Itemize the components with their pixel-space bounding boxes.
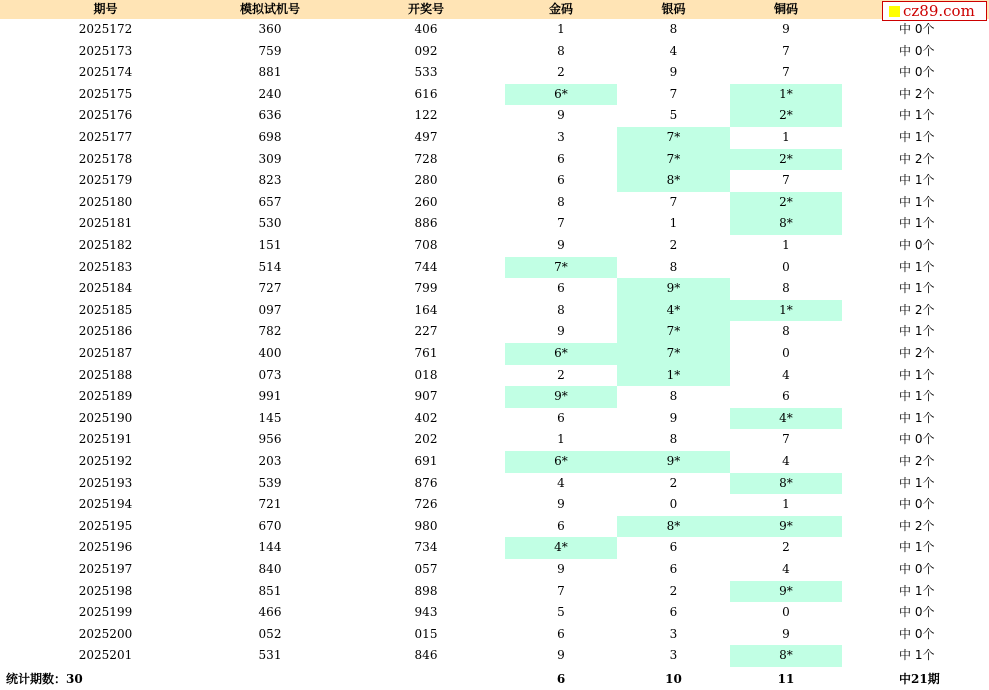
cell-draw: 886 [414, 216, 438, 231]
cell-sim: 823 [258, 173, 282, 188]
cell-draw: 406 [414, 22, 438, 36]
cell-gold: 1 [557, 22, 565, 36]
cell-copper: 1* [730, 300, 842, 322]
cell-silver: 0 [669, 497, 678, 512]
cell-sim: 782 [258, 324, 282, 339]
cell-sim: 097 [258, 302, 282, 317]
cell-period: 2025177 [78, 130, 133, 144]
cell-copper: 7 [782, 432, 790, 447]
cell-result: 中 0个 [899, 605, 935, 620]
cell-copper: 9* [730, 516, 842, 538]
cell-gold: 1 [557, 432, 565, 447]
cell-gold: 6 [557, 626, 565, 641]
cell-silver: 8 [669, 389, 678, 404]
header-copper: 铜码 [773, 2, 798, 16]
cell-gold: 6 [557, 151, 565, 166]
cell-copper: 7 [782, 65, 790, 80]
cell-result: 中 0个 [899, 65, 935, 80]
table-row [0, 213, 989, 235]
table-row [0, 559, 989, 581]
cell-result: 中 1个 [899, 324, 935, 339]
cell-gold: 6 [557, 518, 565, 533]
cell-sim: 203 [258, 454, 282, 468]
cell-silver: 7* [617, 321, 730, 343]
cell-period: 2025201 [78, 648, 133, 663]
cell-draw: 726 [414, 497, 438, 512]
cell-gold: 9 [557, 497, 565, 512]
cell-silver: 8 [669, 259, 678, 274]
cell-period: 2025198 [78, 583, 133, 598]
cell-period: 2025194 [78, 497, 133, 512]
cell-period: 2025184 [78, 281, 133, 296]
header-gold: 金码 [548, 2, 573, 16]
cell-gold: 9* [505, 386, 617, 408]
cell-gold: 8 [557, 302, 565, 317]
cell-period: 2025173 [78, 43, 133, 58]
table-row [0, 537, 989, 559]
cell-period: 2025174 [78, 65, 133, 80]
cell-result: 中 1个 [899, 173, 935, 188]
cell-period: 2025189 [78, 389, 133, 404]
cell-result: 中 0个 [899, 562, 935, 576]
cell-gold: 8 [557, 194, 565, 209]
cell-silver: 7* [617, 127, 730, 149]
cell-sim: 657 [258, 194, 282, 209]
cell-sim: 851 [258, 583, 282, 598]
cell-result: 中 0个 [899, 432, 935, 447]
cell-result: 中 1个 [899, 583, 935, 598]
cell-result: 中 0个 [899, 238, 935, 252]
table-row [0, 581, 989, 603]
cell-gold: 4 [557, 475, 565, 490]
table-row [0, 516, 989, 538]
table-row [0, 41, 989, 63]
cell-result: 中 1个 [899, 194, 935, 209]
table-row [0, 408, 989, 430]
cell-gold: 2 [557, 367, 565, 382]
footer-hit-periods: 中21期 [899, 672, 940, 686]
cell-sim: 840 [258, 562, 282, 576]
cell-silver: 5 [669, 108, 678, 123]
cell-result: 中 2个 [899, 518, 935, 533]
cell-copper: 9 [782, 626, 790, 641]
cell-silver: 8 [669, 432, 678, 447]
footer-gold-total: 6 [556, 672, 566, 686]
cell-period: 2025187 [78, 346, 133, 360]
cell-sim: 956 [258, 432, 282, 447]
cell-gold: 9 [557, 648, 565, 663]
cell-period: 2025179 [78, 173, 133, 188]
cell-draw: 533 [414, 65, 438, 80]
cell-result: 中 1个 [899, 648, 935, 663]
cell-gold: 6 [557, 410, 565, 425]
cell-copper: 2* [730, 105, 842, 127]
cell-period: 2025185 [78, 302, 133, 317]
cell-sim: 052 [258, 626, 282, 641]
table-row [0, 62, 989, 84]
cell-gold: 6 [557, 281, 565, 296]
cell-draw: 092 [414, 43, 438, 58]
cell-gold: 9 [557, 562, 565, 576]
cell-silver: 8* [617, 170, 730, 192]
cell-silver: 4* [617, 300, 730, 322]
table-row [0, 105, 989, 127]
table-row [0, 429, 989, 451]
cell-copper: 1 [782, 130, 790, 144]
cell-period: 2025190 [78, 410, 133, 425]
cell-draw: 907 [414, 389, 438, 404]
cell-draw: 876 [414, 475, 438, 490]
cell-gold: 5 [557, 605, 565, 620]
cell-result: 中 1个 [899, 130, 935, 144]
cell-result: 中 1个 [899, 410, 935, 425]
cell-draw: 164 [414, 302, 438, 317]
cell-sim: 759 [258, 43, 282, 58]
cell-sim: 636 [258, 108, 282, 123]
cell-sim: 881 [258, 65, 282, 80]
table-row [0, 343, 989, 365]
cell-gold: 2 [557, 65, 565, 80]
cell-draw: 728 [414, 151, 438, 166]
cell-copper: 2 [782, 540, 790, 555]
cell-result: 中 1个 [899, 108, 935, 123]
cell-period: 2025180 [78, 194, 133, 209]
cell-sim: 145 [258, 410, 282, 425]
cell-draw: 744 [414, 259, 438, 274]
cell-period: 2025197 [78, 562, 133, 576]
cell-period: 2025195 [78, 518, 133, 533]
cell-period: 2025196 [78, 540, 133, 555]
cell-result: 中 1个 [899, 259, 935, 274]
cell-silver: 3 [669, 648, 678, 663]
cell-period: 2025188 [78, 367, 133, 382]
cell-sim: 360 [258, 22, 282, 36]
table-row [0, 624, 989, 646]
cell-gold: 9 [557, 238, 565, 252]
cell-copper: 7 [782, 43, 790, 58]
cell-silver: 7 [669, 194, 678, 209]
cell-sim: 309 [258, 151, 282, 166]
cell-silver: 1* [617, 365, 730, 387]
table-row [0, 149, 989, 171]
site-logo[interactable] [882, 1, 987, 21]
cell-gold: 6* [505, 451, 617, 473]
table-row [0, 386, 989, 408]
cell-draw: 227 [414, 324, 438, 339]
cell-gold: 7* [505, 257, 617, 279]
cell-copper: 1 [782, 238, 790, 252]
cell-result: 中 0个 [899, 626, 935, 641]
cell-silver: 6 [669, 562, 678, 576]
footer-count: 统计期数：30 [6, 672, 83, 686]
table-row [0, 645, 989, 667]
cell-result: 中 2个 [899, 346, 935, 360]
cell-draw: 799 [414, 281, 438, 296]
cell-period: 2025175 [78, 86, 133, 101]
cell-sim: 991 [258, 389, 282, 404]
cell-result: 中 0个 [899, 497, 935, 512]
cell-copper: 8* [730, 645, 842, 667]
cell-sim: 530 [258, 216, 282, 231]
cell-silver: 7 [669, 86, 678, 101]
cell-sim: 073 [258, 367, 282, 382]
cell-sim: 721 [258, 497, 282, 512]
cell-copper: 2* [730, 192, 842, 214]
cell-silver: 2 [669, 238, 678, 252]
table-row [0, 494, 989, 516]
cell-copper: 8* [730, 213, 842, 235]
table-row [0, 602, 989, 624]
cell-copper: 4 [782, 454, 790, 468]
cell-copper: 0 [782, 605, 790, 620]
cell-copper: 9 [782, 22, 790, 36]
cell-copper: 6 [782, 389, 790, 404]
cell-draw: 761 [414, 346, 438, 360]
cell-sim: 727 [258, 281, 282, 296]
cell-period: 2025199 [78, 605, 133, 620]
cell-draw: 015 [414, 626, 438, 641]
cell-copper: 7 [782, 173, 790, 188]
cell-gold: 9 [557, 108, 565, 123]
cell-gold: 6* [505, 343, 617, 365]
cell-silver: 8 [669, 22, 678, 36]
header-draw: 开奖号 [407, 2, 444, 16]
cell-copper: 8 [782, 281, 790, 296]
cell-result: 中 1个 [899, 367, 935, 382]
cell-draw: 202 [414, 432, 438, 447]
cell-draw: 018 [414, 367, 438, 382]
footer-copper-total: 11 [777, 672, 795, 686]
cell-sim: 514 [258, 259, 282, 274]
cell-draw: 122 [414, 108, 438, 123]
cell-period: 2025181 [78, 216, 133, 231]
table-row [0, 278, 989, 300]
table-row [0, 321, 989, 343]
cell-draw: 280 [414, 173, 438, 188]
cell-copper: 9* [730, 581, 842, 603]
table-footer [0, 668, 989, 690]
cell-draw: 497 [414, 130, 438, 144]
table-row [0, 127, 989, 149]
cell-result: 中 1个 [899, 389, 935, 404]
cell-gold: 9 [557, 324, 565, 339]
cell-result: 中 2个 [899, 302, 935, 317]
header-sim: 模拟试机号 [239, 2, 300, 16]
cell-period: 2025178 [78, 151, 133, 166]
cell-result: 中 0个 [899, 43, 935, 58]
cell-gold: 4* [505, 537, 617, 559]
cell-period: 2025193 [78, 475, 133, 490]
cell-period: 2025200 [78, 626, 133, 641]
cell-sim: 400 [258, 346, 282, 360]
table-row [0, 300, 989, 322]
logo-square-icon [889, 6, 900, 17]
cell-silver: 6 [669, 540, 678, 555]
cell-copper: 0 [782, 259, 790, 274]
cell-result: 中 2个 [899, 86, 935, 101]
logo-text: cz89.com [903, 2, 975, 20]
cell-silver: 4 [669, 43, 678, 58]
table-row [0, 235, 989, 257]
cell-draw: 980 [414, 518, 438, 533]
cell-silver: 8* [617, 516, 730, 538]
cell-sim: 151 [258, 238, 282, 252]
cell-copper: 8 [782, 324, 790, 339]
cell-result: 中 1个 [899, 281, 935, 296]
cell-period: 2025183 [78, 259, 133, 274]
cell-silver: 9* [617, 451, 730, 473]
cell-sim: 144 [258, 540, 282, 555]
cell-gold: 3 [557, 130, 565, 144]
cell-draw: 708 [414, 238, 438, 252]
cell-copper: 2* [730, 149, 842, 171]
cell-period: 2025172 [78, 22, 133, 36]
cell-copper: 4 [782, 367, 790, 382]
cell-period: 2025182 [78, 238, 133, 252]
cell-gold: 6* [505, 84, 617, 106]
cell-draw: 402 [414, 410, 438, 425]
cell-silver: 7* [617, 149, 730, 171]
cell-silver: 9* [617, 278, 730, 300]
cell-silver: 7* [617, 343, 730, 365]
cell-sim: 240 [258, 86, 282, 101]
cell-period: 2025191 [78, 432, 133, 447]
cell-period: 2025186 [78, 324, 133, 339]
cell-period: 2025192 [78, 454, 133, 468]
table-row [0, 365, 989, 387]
cell-gold: 7 [557, 583, 565, 598]
table-row [0, 257, 989, 279]
cell-copper: 1* [730, 84, 842, 106]
cell-silver: 2 [669, 475, 678, 490]
table-row [0, 19, 989, 41]
cell-draw: 734 [414, 540, 438, 555]
cell-draw: 616 [414, 86, 438, 101]
cell-sim: 539 [258, 475, 282, 490]
cell-sim: 698 [258, 130, 282, 144]
cell-silver: 9 [669, 410, 678, 425]
cell-silver: 1 [669, 216, 678, 231]
cell-gold: 7 [557, 216, 565, 231]
cell-gold: 6 [557, 173, 565, 188]
cell-silver: 9 [669, 65, 678, 80]
cell-gold: 8 [557, 43, 565, 58]
cell-draw: 846 [414, 648, 438, 663]
cell-sim: 670 [258, 518, 282, 533]
cell-result: 中 1个 [899, 475, 935, 490]
cell-copper: 8* [730, 473, 842, 495]
cell-draw: 691 [414, 454, 438, 468]
cell-silver: 2 [669, 583, 678, 598]
cell-silver: 3 [669, 626, 678, 641]
table-row [0, 192, 989, 214]
cell-result: 中 2个 [899, 151, 935, 166]
cell-draw: 260 [414, 194, 438, 209]
header-silver: 银码 [661, 2, 686, 16]
cell-draw: 898 [414, 583, 438, 598]
table-header [0, 0, 989, 19]
cell-result: 中 1个 [899, 216, 935, 231]
header-period: 期号 [93, 2, 118, 16]
cell-copper: 4* [730, 408, 842, 430]
cell-result: 中 0个 [899, 22, 935, 36]
table-row [0, 84, 989, 106]
table-row [0, 451, 989, 473]
cell-silver: 6 [669, 605, 678, 620]
cell-sim: 531 [258, 648, 282, 663]
table-row [0, 170, 989, 192]
cell-draw: 057 [414, 562, 438, 576]
table-row [0, 473, 989, 495]
cell-sim: 466 [258, 605, 282, 620]
cell-result: 中 1个 [899, 540, 935, 555]
cell-period: 2025176 [78, 108, 133, 123]
cell-result: 中 2个 [899, 454, 935, 468]
cell-draw: 943 [414, 605, 438, 620]
cell-copper: 0 [782, 346, 790, 360]
footer-silver-total: 10 [665, 672, 682, 686]
cell-copper: 1 [782, 497, 790, 512]
cell-copper: 4 [782, 562, 790, 576]
